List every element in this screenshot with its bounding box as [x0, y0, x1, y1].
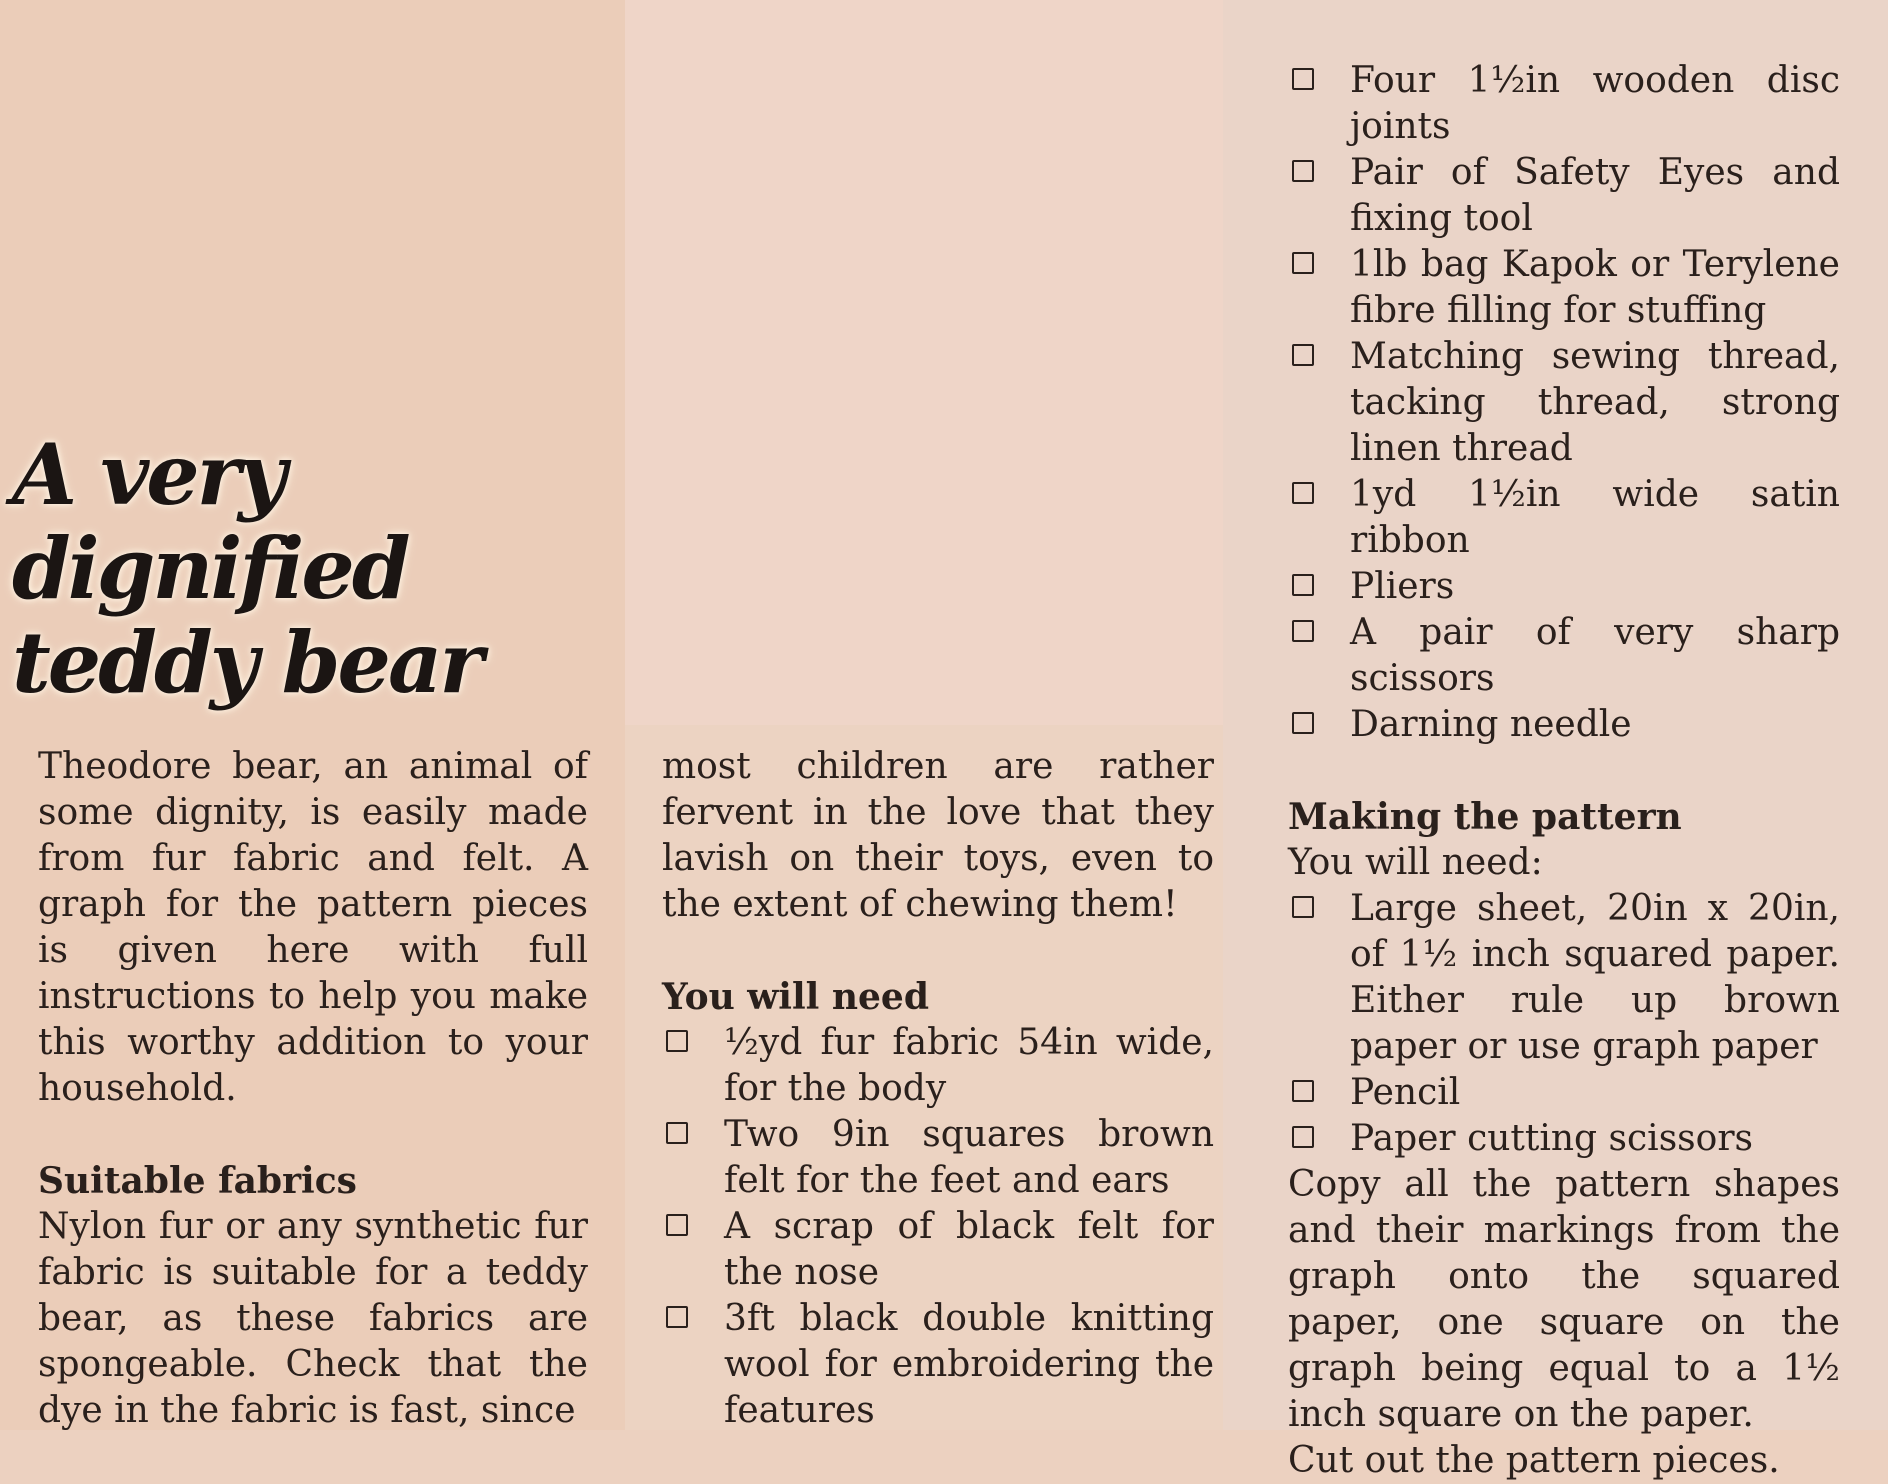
list-item [1288, 564, 1840, 610]
title-line-3: teddy bear [12, 613, 481, 713]
list-item [1288, 334, 1840, 472]
checkbox-icon[interactable] [1292, 574, 1314, 596]
list-item-label: Four 1½in wooden disc joints [1350, 60, 1840, 147]
list-item-label: Large sheet, 20in x 20in, of 1½ inch squared paper. Either rule up brown paper or use graph paper [1350, 888, 1840, 1067]
column-left [38, 744, 588, 1434]
column-right [1288, 58, 1840, 1484]
list-item-label: Darning needle [1350, 704, 1632, 745]
suitable-fabrics-heading: Suitable fabrics [38, 1160, 357, 1202]
list-item [1288, 610, 1840, 702]
checkbox-icon[interactable] [1292, 712, 1314, 734]
list-item-label: Matching sewing thread, tacking thread, strong linen thread [1350, 336, 1840, 469]
list-item [662, 1112, 1214, 1204]
making-pattern-heading: Making the pattern [1288, 796, 1682, 838]
checkbox-icon[interactable] [666, 1214, 688, 1236]
list-item [1288, 886, 1840, 1070]
making-pattern-subheading: You will need: [1288, 842, 1543, 883]
pattern-instructions: Copy all the pattern shapes and their markings from the graph onto the squared paper, one square on the graph being equal to a 1½ inch square on the paper. [1288, 1164, 1840, 1435]
checkbox-icon[interactable] [1292, 1080, 1314, 1102]
suitable-fabrics-text: Nylon fur or any synthetic fur fabric is suitable for a teddy bear, as these fabrics are spongeable. Check that the dye in the fabric is fast, since [38, 1206, 588, 1431]
checkbox-icon[interactable] [1292, 1126, 1314, 1148]
article-title [12, 425, 612, 713]
list-item-label: 1yd 1½in wide satin ribbon [1350, 474, 1840, 561]
list-item-label: Paper cutting scissors [1350, 1118, 1753, 1159]
checkbox-icon[interactable] [666, 1030, 688, 1052]
list-item [1288, 1070, 1840, 1116]
list-item [1288, 150, 1840, 242]
title-line-1: A very [12, 425, 284, 525]
column-middle [662, 744, 1214, 1434]
list-item [1288, 702, 1840, 748]
list-item-label: 1lb bag Kapok or Terylene fibre filling for stuffing [1350, 244, 1840, 331]
list-item [1288, 1116, 1840, 1162]
materials-checklist [662, 1020, 1214, 1434]
list-item-label: Pliers [1350, 566, 1455, 607]
list-item [662, 1296, 1214, 1434]
checkbox-icon[interactable] [1292, 482, 1314, 504]
checkbox-icon[interactable] [1292, 344, 1314, 366]
list-item-label: Pair of Safety Eyes and fixing tool [1350, 152, 1840, 239]
materials-checklist-continued [1288, 58, 1840, 748]
list-item [662, 1020, 1214, 1112]
list-item-label: ½yd fur fabric 54in wide, for the body [724, 1022, 1214, 1109]
middle-panel-background [625, 0, 1223, 725]
list-item [1288, 58, 1840, 150]
pattern-final-step: Cut out the pattern pieces. [1288, 1440, 1780, 1481]
checkbox-icon[interactable] [666, 1306, 688, 1328]
checkbox-icon[interactable] [1292, 160, 1314, 182]
list-item-label: A scrap of black felt for the nose [724, 1206, 1214, 1293]
title-line-2: dignified [12, 519, 408, 619]
checkbox-icon[interactable] [666, 1122, 688, 1144]
list-item-label: Pencil [1350, 1072, 1461, 1113]
intro-paragraph: Theodore bear, an animal of some dignity, is easily made from fur fabric and felt. A graph for the pattern pieces is given here with full instructions to help you make this worthy addition to your household. [38, 746, 588, 1109]
list-item-label: Two 9in squares brown felt for the feet and ears [724, 1114, 1214, 1201]
you-will-need-heading: You will need [662, 976, 929, 1018]
list-item-label: 3ft black double knitting wool for embroidering the features [724, 1298, 1214, 1431]
checkbox-icon[interactable] [1292, 896, 1314, 918]
list-item [662, 1204, 1214, 1296]
list-item [1288, 242, 1840, 334]
suitable-fabrics-text-continued: most children are rather fervent in the love that they lavish on their toys, even to the extent of chewing them! [662, 746, 1214, 925]
checkbox-icon[interactable] [1292, 620, 1314, 642]
list-item [1288, 472, 1840, 564]
pattern-tools-checklist [1288, 886, 1840, 1162]
list-item-label: A pair of very sharp scissors [1350, 612, 1840, 699]
checkbox-icon[interactable] [1292, 252, 1314, 274]
checkbox-icon[interactable] [1292, 68, 1314, 90]
